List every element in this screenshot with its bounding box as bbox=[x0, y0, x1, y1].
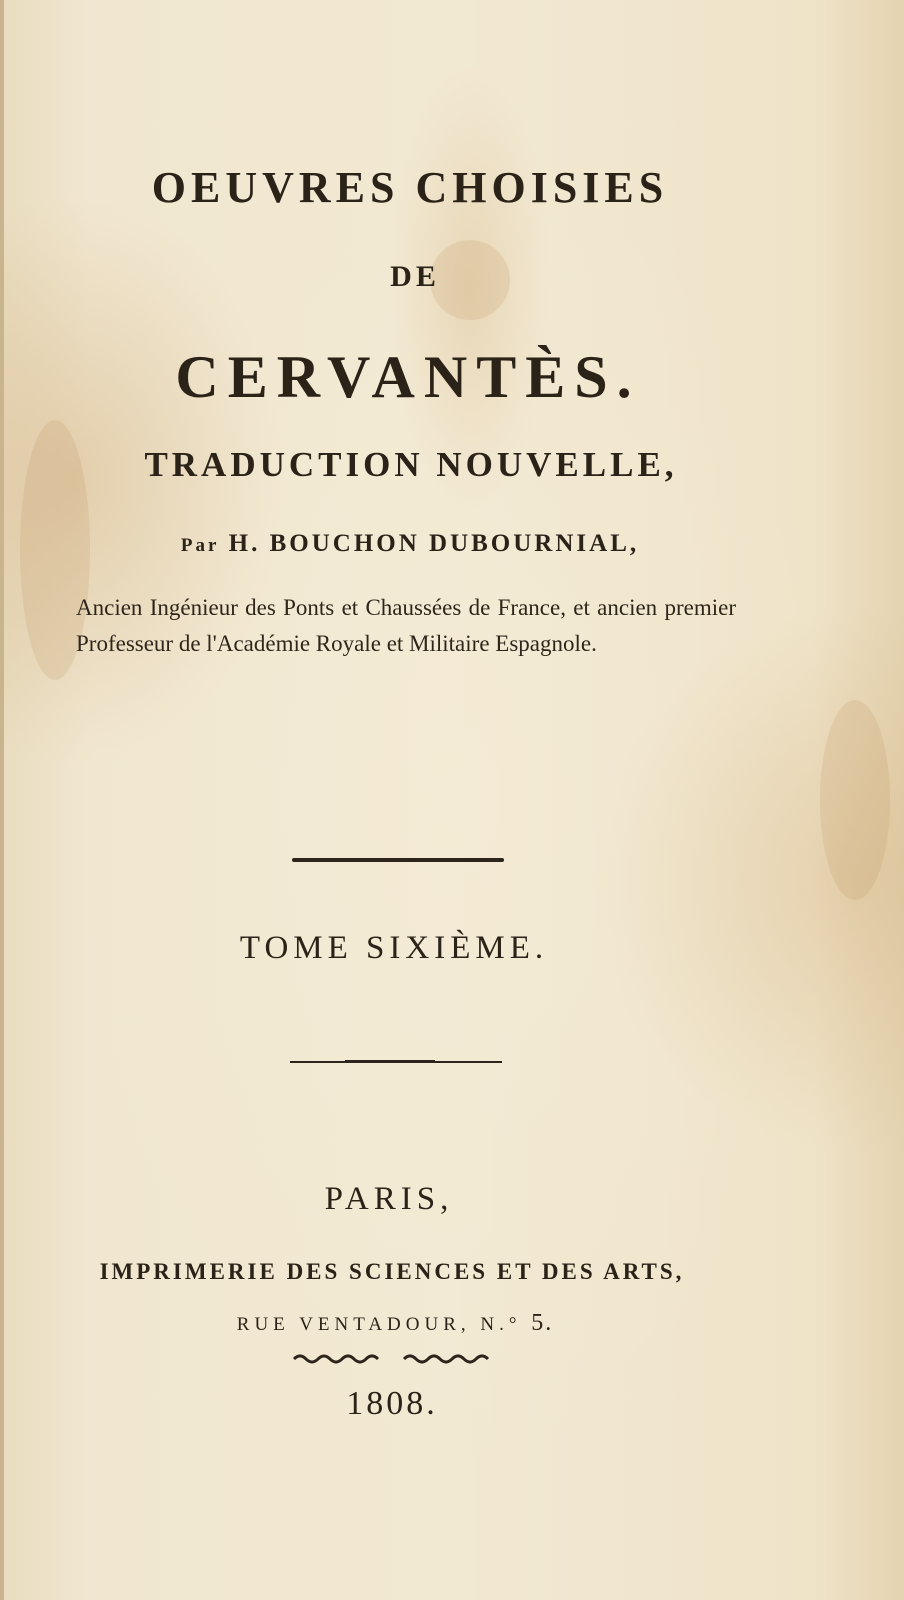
publication-city: PARIS, bbox=[324, 1181, 454, 1217]
translator-credentials: Ancien Ingénieur des Ponts et Chaussées de France, et ancien premier Professeur de l'Académie Royale et Militaire Espagnole. bbox=[76, 595, 736, 656]
address-number: 5. bbox=[531, 1310, 554, 1336]
book-title: OEUVRES CHOISIES bbox=[151, 163, 669, 212]
author-name: CERVANTÈS. bbox=[175, 344, 641, 410]
wave-ornament bbox=[292, 1352, 492, 1366]
divider-rule bbox=[290, 1061, 502, 1063]
subtitle: TRADUCTION NOUVELLE, bbox=[144, 445, 678, 484]
translator-name: H. BOUCHON DUBOURNIAL, bbox=[228, 530, 640, 557]
translator-prefix: Par bbox=[180, 535, 220, 556]
foxing-stain bbox=[820, 700, 890, 900]
printer-address bbox=[0, 1310, 847, 1337]
publication-year: 1808. bbox=[346, 1385, 438, 1422]
printer-name: IMPRIMERIE DES SCIENCES ET DES ARTS, bbox=[99, 1259, 685, 1284]
title-connector: DE bbox=[390, 260, 440, 293]
divider-rule bbox=[292, 858, 504, 862]
address-street: RUE VENTADOUR, N.° bbox=[236, 1314, 522, 1335]
volume-label: TOME SIXIÈME. bbox=[239, 930, 549, 966]
translator-line bbox=[0, 530, 862, 558]
page-edge bbox=[0, 0, 4, 1600]
